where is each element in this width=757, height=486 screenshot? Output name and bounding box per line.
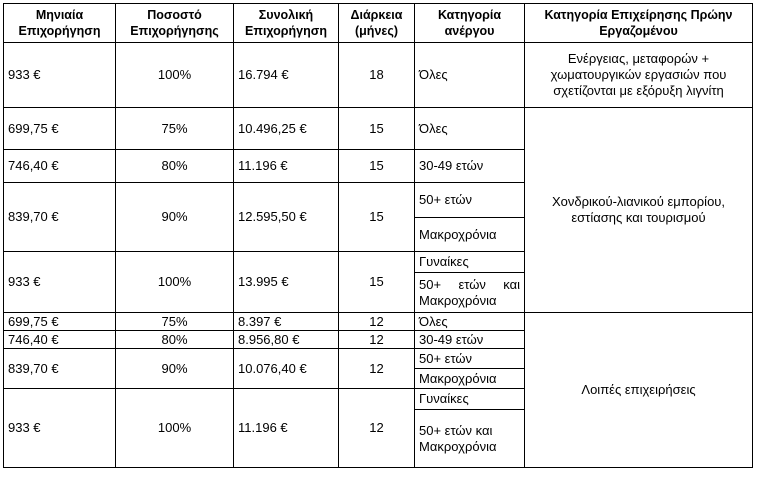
category-cell: 50+ ετών (415, 183, 525, 218)
header-business-category: Κατηγορία Επιχείρησης Πρώην Εργαζομένου (525, 4, 753, 43)
header-percent: Ποσοστό Επιχορήγησης (116, 4, 234, 43)
category-cell: 50+ ετών (415, 349, 525, 369)
subsidy-table-container (3, 3, 753, 468)
total-cell: 10.496,25 € (234, 108, 339, 150)
category-cell: Μακροχρόνια (415, 218, 525, 252)
months-cell: 12 (339, 349, 415, 389)
total-cell: 13.995 € (234, 252, 339, 313)
percent-cell: 100% (116, 252, 234, 313)
months-cell: 15 (339, 108, 415, 150)
percent-cell: 100% (116, 43, 234, 108)
total-cell: 11.196 € (234, 150, 339, 183)
months-cell: 15 (339, 183, 415, 252)
table-row (4, 108, 753, 150)
monthly-cell: 933 € (4, 389, 116, 468)
total-cell: 11.196 € (234, 389, 339, 468)
monthly-cell: 839,70 € (4, 349, 116, 389)
business-category-cell: Λοιπές επιχειρήσεις (525, 313, 753, 468)
months-cell: 18 (339, 43, 415, 108)
monthly-cell: 699,75 € (4, 313, 116, 331)
category-cell: Όλες (415, 43, 525, 108)
monthly-cell: 933 € (4, 43, 116, 108)
business-category-cell: Χονδρικού-λιανικού εμπορίου, εστίασης και τουρισμού (525, 108, 753, 313)
monthly-cell: 699,75 € (4, 108, 116, 150)
header-row (4, 4, 753, 43)
percent-cell: 90% (116, 183, 234, 252)
total-cell: 12.595,50 € (234, 183, 339, 252)
percent-cell: 100% (116, 389, 234, 468)
total-cell: 10.076,40 € (234, 349, 339, 389)
category-cell: 30-49 ετών (415, 331, 525, 349)
header-monthly: Μηνιαία Επιχορήγηση (4, 4, 116, 43)
months-cell: 12 (339, 313, 415, 331)
monthly-cell: 746,40 € (4, 331, 116, 349)
header-unemployed-category: Κατηγορία ανέργου (415, 4, 525, 43)
header-months: Διάρκεια (μήνες) (339, 4, 415, 43)
business-category-cell: Ενέργειας, μεταφορών + χωματουργικών εργασιών που σχετίζονται με εξόρυξη λιγνίτη (525, 43, 753, 108)
percent-cell: 75% (116, 108, 234, 150)
category-cell: 50+ ετών και Μακροχρόνια (415, 410, 525, 468)
subsidy-table (3, 3, 753, 468)
category-cell: Μακροχρόνια (415, 369, 525, 389)
months-cell: 12 (339, 331, 415, 349)
percent-cell: 90% (116, 349, 234, 389)
months-cell: 12 (339, 389, 415, 468)
category-cell: 30-49 ετών (415, 150, 525, 183)
category-cell: Όλες (415, 108, 525, 150)
total-cell: 16.794 € (234, 43, 339, 108)
category-cell: 50+ ετών και Μακροχρόνια (415, 273, 525, 313)
monthly-cell: 839,70 € (4, 183, 116, 252)
category-cell: Γυναίκες (415, 389, 525, 410)
percent-cell: 80% (116, 331, 234, 349)
months-cell: 15 (339, 150, 415, 183)
total-cell: 8.397 € (234, 313, 339, 331)
category-cell: Γυναίκες (415, 252, 525, 273)
months-cell: 15 (339, 252, 415, 313)
monthly-cell: 746,40 € (4, 150, 116, 183)
percent-cell: 80% (116, 150, 234, 183)
table-row (4, 313, 753, 331)
monthly-cell: 933 € (4, 252, 116, 313)
total-cell: 8.956,80 € (234, 331, 339, 349)
header-total: Συνολική Επιχορήγηση (234, 4, 339, 43)
category-cell: Όλες (415, 313, 525, 331)
percent-cell: 75% (116, 313, 234, 331)
table-row (4, 43, 753, 108)
